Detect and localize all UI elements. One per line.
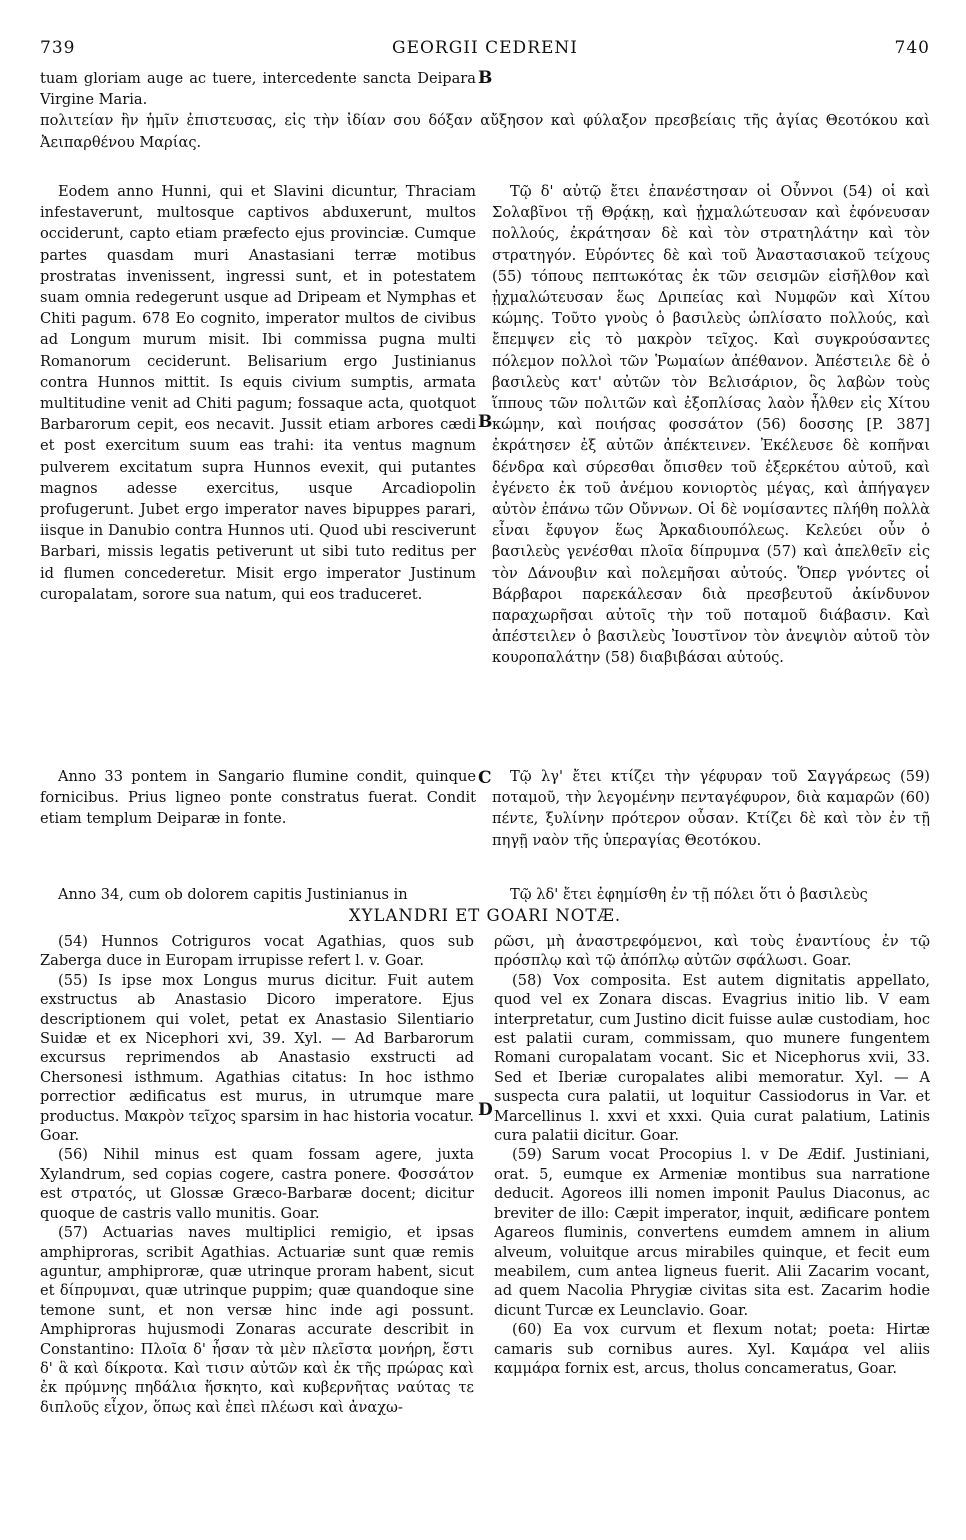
running-header xyxy=(40,38,930,60)
greek-top-text: πολιτείαν ἣν ἡμῖν ἐπιστευσας, εἰς τὴν ἰδίαν σου δόξαν αὔξησον καὶ φύλαξον πρεσβείαις τῆς ἁγίας Θεοτόκου καὶ Ἀειπαρθένου Μαρίας. xyxy=(40,112,930,151)
margin-marker-b2: B xyxy=(478,412,493,432)
running-title: GEORGII CEDRENI xyxy=(392,38,578,58)
note-55: (55) Is ipse mox Longus murus dicitur. Fuit autem exstructus ab Anastasio Dicoro imperatore. Ejus descriptionem qui volet, petat ex Anastasio Silentiario Suidæ et ex Nicephori xvi, 39. Xyl. — Ad Barbarorum excursus reprimendos ab Anastasio exstructi ad Chersonesi isthmum. Agathias citatus: In hoc isthmo porrectior ædificatus est murus, in utrumque mare productus. Μακρὸν τεῖχος sparsim in hac historia vocatur. Goar. xyxy=(40,971,474,1145)
note-54: (54) Hunnos Cotriguros vocat Agathias, quos sub Zaberga duce in Europam irrupisse refert l. v. Goar. xyxy=(40,933,474,970)
note-60: (60) Ea vox curvum et flexum notat; poeta: Hirtæ camaris sub cornibus aures. Xyl. Καμάρα vel aliis καμμάρα fornix est, arcus, tholus concameratus, Goar. xyxy=(494,1321,930,1377)
notes-right-column xyxy=(494,932,930,1432)
note-56: (56) Nihil minus est quam fossam agere, juxta Xylandrum, sed copias cogere, castra ponere. Φοσσάτον est στρατός, ut Glossæ Græco-Barbaræ docent; dicitur quoque de castris vallo munitis. Goar. xyxy=(40,1146,474,1222)
notes-left-column xyxy=(40,932,474,1500)
latin-section-hunni: Eodem anno Hunni, qui et Slavini dicuntur, Thraciam infestaverunt, multosque captivos abduxerunt, multos occiderunt, capto etiam præfecto ejus provinciæ. Cumque partes quasdam muri Anastasiani terræ motibus prostratas invenissent, ingressi sunt, et in potestatem suam omnia redegerunt usque ad Dripeam et Nymphas et Chiti pagum. 678 Eo cognito, imperator multos de civibus ad Longum murum misit. Ibi commissa pugna multi Romanorum ceciderunt. Belisarium ergo Justinianus contra Hunnos mittit. Is equis civium sumptis, armata multitudine venit ad Chiti pagum; fossaque acta, quotquot Barbarorum cepit, eos necavit. Jussit etiam arbores cædi et post exercitum suum eas trahi: ita ventus magnum pulverem excitatum supra Hunnos evexit, qui putantes magnos adesse exercitus, usque Arcadiopolin profugerunt. Jubet ergo imperator naves bipuppes parari, iisque in Danubio contra Hunnos uti. Quod ubi resciverunt Barbari, missis legatis petiverunt ut sibi tuto reditus per id flumen concederetur. Misit ergo imperator Justinum curopalatam, sorore sua natum, qui eos traduceret. xyxy=(40,183,476,603)
note-58: (58) Vox composita. Est autem dignitatis appellato, quod vel ex Zonara discas. Evagrius initio lib. V eam interpretatur, cum Justino dicit fuisse aulæ custodiam, hoc est palatii curam, commissam, quo munere fungentem Romani curopalatam vocant. Sic et Nicephorus xvii, 33. Sed et Iberiæ curopalates alibi memoratur. Xyl. — A suspecta cura palatii, ut loquitur Cassiodorus in Var. et Marcellinus l. xxvi et xxxi. Quia curat palatium, Latinis cura palatii dicitur. Goar. xyxy=(494,971,930,1145)
notes-heading: XYLANDRI ET GOARI NOTÆ. xyxy=(348,906,622,925)
note-59: (59) Sarum vocat Procopius l. v De Ædif. Justiniani, orat. 5, eumque ex Armeniæ montibus sua narratione deducit. Agoreos illi nomen imponit Paulus Diaconus, ac breviter de illo: Cæpit imperator, inquit, ædificare pontem Agareos fluminis, convertens eumdem amnem in alium alveum, voluitque arcus mirabiles quinque, et fecit eum meabilem, cum antea ligneus fuerit. Alii Zacarim vocant, ad quem Nacolia Phrygiæ civitas sita est. Zacarim hodie dicunt Turcæ ex Leunclavio. Goar. xyxy=(494,1146,930,1319)
greek-section-pons: Τῷ λγ' ἔτει κτίζει τὴν γέφυραν τοῦ Σαγγάρεως (59) ποταμοῦ, τὴν λεγομένην πενταγέφυρον, διὰ καμαρῶν (60) πέντε, ξυλίνην πρότερον οὖσαν. Κτίζει δὲ καὶ τὸν ἐν τῇ πηγῇ ναὸν τῆς ὑπεραγίας Θεοτόκου. xyxy=(492,768,930,849)
margin-marker-b: B xyxy=(478,68,493,88)
latin-top-text: tuam gloriam auge ac tuere, intercedente sancta Deipara Virgine Maria. xyxy=(40,70,476,109)
latin-section-34: Anno 34, cum ob dolorem capitis Justinianus in xyxy=(58,886,408,903)
greek-section-hunni: Τῷ δ' αὐτῷ ἔτει ἐπανέστησαν οἱ Οὖννοι (54) οἱ καὶ Σολαβῖνοι τῇ Θρᾴκῃ, καὶ ᾐχμαλώτευσαν καὶ ἐφόνευσαν πολλούς, ἐκράτησαν δὲ καὶ τὸν στρατηλάτην καὶ τὸν στρατηγόν. Εὑρόντες δὲ καὶ τοῦ Ἀναστασιακοῦ τείχους (55) τόπους πεπτωκότας ἐκ τῶν σεισμῶν εἰσῆλθον καὶ ᾐχμαλώτευσαν ἕως Δριπείας καὶ Νυμφῶν καὶ Χίτου κώμης. Τοῦτο γνοὺς ὁ βασιλεὺς ὡπλίσατο πολλούς, καὶ ἔπεμψεν εἰς τὸ μακρὸν τεῖχος. Καὶ συγκρούσαντες πόλεμον πολλοὶ τῶν Ῥωμαίων ἀπέθανον. Ἀπέστειλε δὲ ὁ βασιλεὺς κατ' αὐτῶν τὸν Βελισάριον, ὃς λαβὼν τοὺς ἵππους τῶν πολιτῶν καὶ ἐξοπλίσας λαὸν ἦλθεν εἰς Χίτου κώμην, καὶ ποιήσας φοσσάτον (56) δοσσης [P. 387] ἐκράτησεν ἐξ αὐτῶν ἀπέκτεινεν. Ἐκέλευσε δὲ κοπῆναι δένδρα καὶ σύρεσθαι ὄπισθεν τοῦ ἐξερκέτου αὐτοῦ, καὶ ἐγένετο ἐκ τοῦ ἀνέμου κονιορτὸς μέγας, καὶ ἀπήγαγεν αὐτὸν ἐπάνω τῶν Οὔννων. Οἱ δὲ νομίσαντες πλήθη πολλὰ εἶναι ἔφυγον ἕως Ἀρκαδιουπόλεως. Κελεύει οὖν ὁ βασιλεὺς γενέσθαι πλοῖα δίπρυμνα (57) καὶ ἀπελθεῖν εἰς τὸν Δάνουβιν καὶ πολεμῆσαι αὐτούς. Ὅπερ γνόντες οἱ Βάρβαροι παρεκάλεσαν διὰ πρεσβευτοῦ ἀκίνδυνον παραχωρῆσαι αὐτοῖς τὴν τοῦ ποταμοῦ διάβασιν. Καὶ ἀπέστειλεν ὁ βασιλεὺς Ἰουστῖνον τὸν ἀνεψιὸν αὐτοῦ τὸν κουροπαλάτην (58) διαβιβάσαι αὐτούς. xyxy=(492,183,930,667)
note-57-cont: ρῶσι, μὴ ἀναστρεφόμενοι, καὶ τοὺς ἐναντίους ἐν τῷ πρόσπλῳ καὶ τῷ ἀπόπλῳ αὐτῶν σφάλωσι. Goar. xyxy=(494,933,930,970)
greek-section-34: Τῷ λδ' ἔτει ἐφημίσθη ἐν τῇ πόλει ὅτι ὁ βασιλεὺς xyxy=(510,886,868,903)
latin-section-pons: Anno 33 pontem in Sangario flumine condit, quinque fornicibus. Prius ligneo ponte constratus fuerat. Condit etiam templum Deiparæ in fonte. xyxy=(40,768,476,828)
right-page-number: 740 xyxy=(894,38,930,58)
note-57: (57) Actuarias naves multiplici remigio, et ipsas amphiproras, scribit Agathias. Actuariæ sunt quæ remis aguntur, amphiproræ, quæ utrinque proram habent, sicut et δίπρυμναι, quæ utrinque puppim; quæ quandoque sine temone sunt, et non versæ hinc inde agi possunt. Amphiproras hujusmodi Zonaras accurate describit in Constantino: Πλοῖα δ' ἦσαν τὰ μὲν πλεῖστα μονήρη, ἔστι δ' ἃ καὶ δίκροτα. Καὶ τισιν αὐτῶν καὶ ἐκ τῆς πρώρας καὶ ἐκ πρύμνης πηδάλια ἥσκητο, καὶ κυβερνῆτας ναύτας τε διπλοῦς εἶχον, ὅπως καὶ ἐπεὶ πλέωσι καὶ ἀναχω- xyxy=(40,1224,474,1416)
margin-marker-c: C xyxy=(478,768,492,788)
margin-marker-d: D xyxy=(478,1100,493,1120)
left-page-number: 739 xyxy=(40,38,76,58)
